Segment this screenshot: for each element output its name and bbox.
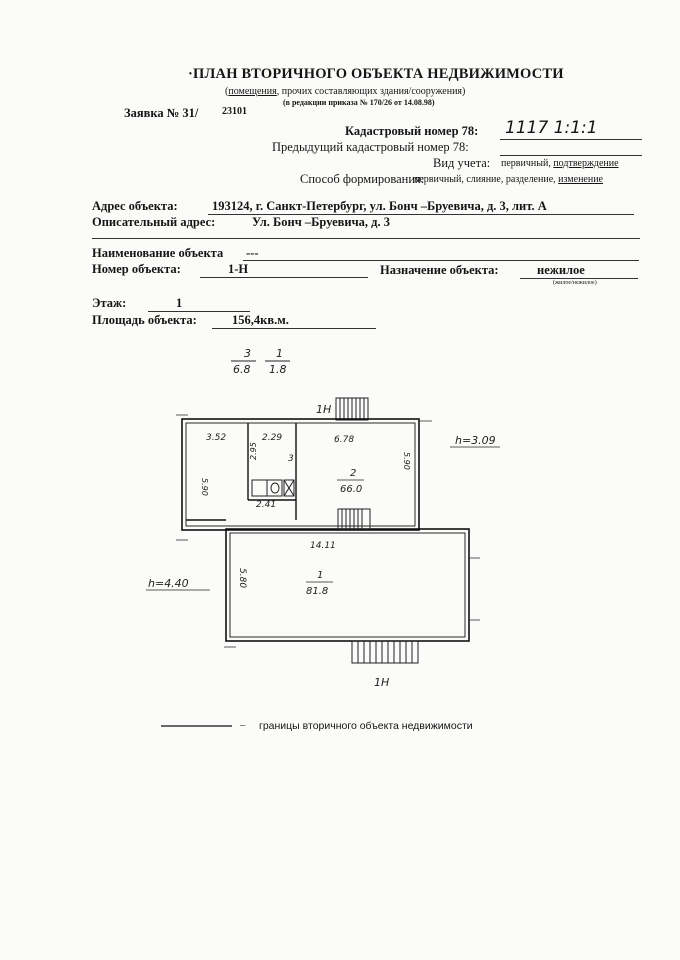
floor-value: 1 xyxy=(176,296,183,310)
entrance-top-label: 1Н xyxy=(316,403,332,416)
object-name-value: --- xyxy=(246,246,259,260)
legend-dash: – xyxy=(240,719,246,731)
account-type-selected: подтверждение xyxy=(553,158,619,169)
legend-text: границы вторичного объекта недвижимости xyxy=(259,720,473,732)
room-1-number: 1 xyxy=(317,570,324,581)
formation-options: первичный, слияние, разделение, изменение xyxy=(414,174,603,185)
account-type-options: первичный, подтверждение xyxy=(501,158,619,169)
area-label: Площадь объекта: xyxy=(92,313,197,327)
dimension-352: 3.52 xyxy=(206,433,227,443)
height-right-label: h=3.09 xyxy=(455,434,496,447)
dimension-1411: 14.11 xyxy=(310,541,336,551)
descriptive-address-label: Описательный адрес: xyxy=(92,215,216,229)
bottom-entrance-stairs xyxy=(352,641,418,663)
previous-cadastral-label: Предыдущий кадастровый номер 78: xyxy=(272,140,469,154)
document-subtitle: (помещения, прочих составляющих здания/сооружения) xyxy=(225,86,466,97)
object-name-label: Наименование объекта xyxy=(92,246,224,260)
dimension-678: 6.78 xyxy=(334,435,355,445)
object-purpose-label: Назначение объекта: xyxy=(380,263,499,277)
address-value: 193124, г. Санкт-Петербург, ул. Бонч –Бруевича, д. 3, лит. А xyxy=(212,199,547,213)
dimension-590-right: 5.90 xyxy=(402,452,411,470)
dimension-580: 5.80 xyxy=(237,568,247,589)
object-purpose-hint: (жилое/нежилое) xyxy=(553,280,597,286)
application-label: Заявка № 31/ xyxy=(124,106,199,120)
area-value: 156,4кв.м. xyxy=(232,313,289,327)
descriptive-address-value: Ул. Бонч –Бруевича, д. 3 xyxy=(252,215,390,229)
bathroom-fixtures xyxy=(252,480,294,496)
plan-fraction-num-b: 1 xyxy=(276,347,283,360)
object-purpose-value: нежилое xyxy=(537,263,585,277)
cadastral-number-value: 1117 1:1:1 xyxy=(505,118,598,138)
application-number: 23101 xyxy=(222,106,247,117)
account-type-label: Вид учета: xyxy=(433,156,491,170)
floor-label: Этаж: xyxy=(92,296,127,310)
address-label: Адрес объекта: xyxy=(92,199,178,213)
wall-ticks xyxy=(176,415,480,647)
dimension-229: 2.29 xyxy=(262,433,283,443)
cadastral-number-label: Кадастровый номер 78: xyxy=(345,124,479,138)
building-walls xyxy=(182,419,469,641)
plan-fraction-num-a: 3 xyxy=(244,347,251,360)
formation-label: Способ формирования: xyxy=(300,172,425,186)
room-3-label: 3 xyxy=(288,454,294,464)
formation-selected: изменение xyxy=(558,174,603,185)
object-number-label: Номер объекта: xyxy=(92,262,181,276)
top-entrance-stairs xyxy=(336,398,368,420)
dimension-295: 2.95 xyxy=(249,442,258,460)
room-2-number: 2 xyxy=(350,468,357,479)
room-1-area: 81.8 xyxy=(306,586,329,597)
document-title: ·ПЛАН ВТОРИЧНОГО ОБЪЕКТА НЕДВИЖИМОСТИ xyxy=(188,66,564,82)
subtitle-underlined: помещения xyxy=(228,86,277,97)
room-2-area: 66.0 xyxy=(340,484,363,495)
dimension-590-left: 5.90 xyxy=(200,478,209,496)
plan-fraction-den-b: 1.8 xyxy=(269,363,287,376)
edition-note: (в редакции приказа № 170/26 от 14.08.98) xyxy=(283,98,435,107)
plan-fraction-den-a: 6.8 xyxy=(233,363,251,376)
bullet-dot: · xyxy=(188,66,194,82)
dimension-241: 2.41 xyxy=(256,500,277,510)
entrance-bottom-label: 1Н xyxy=(374,676,390,689)
height-left-label: h=4.40 xyxy=(148,577,189,590)
object-number-value: 1-Н xyxy=(228,262,249,276)
